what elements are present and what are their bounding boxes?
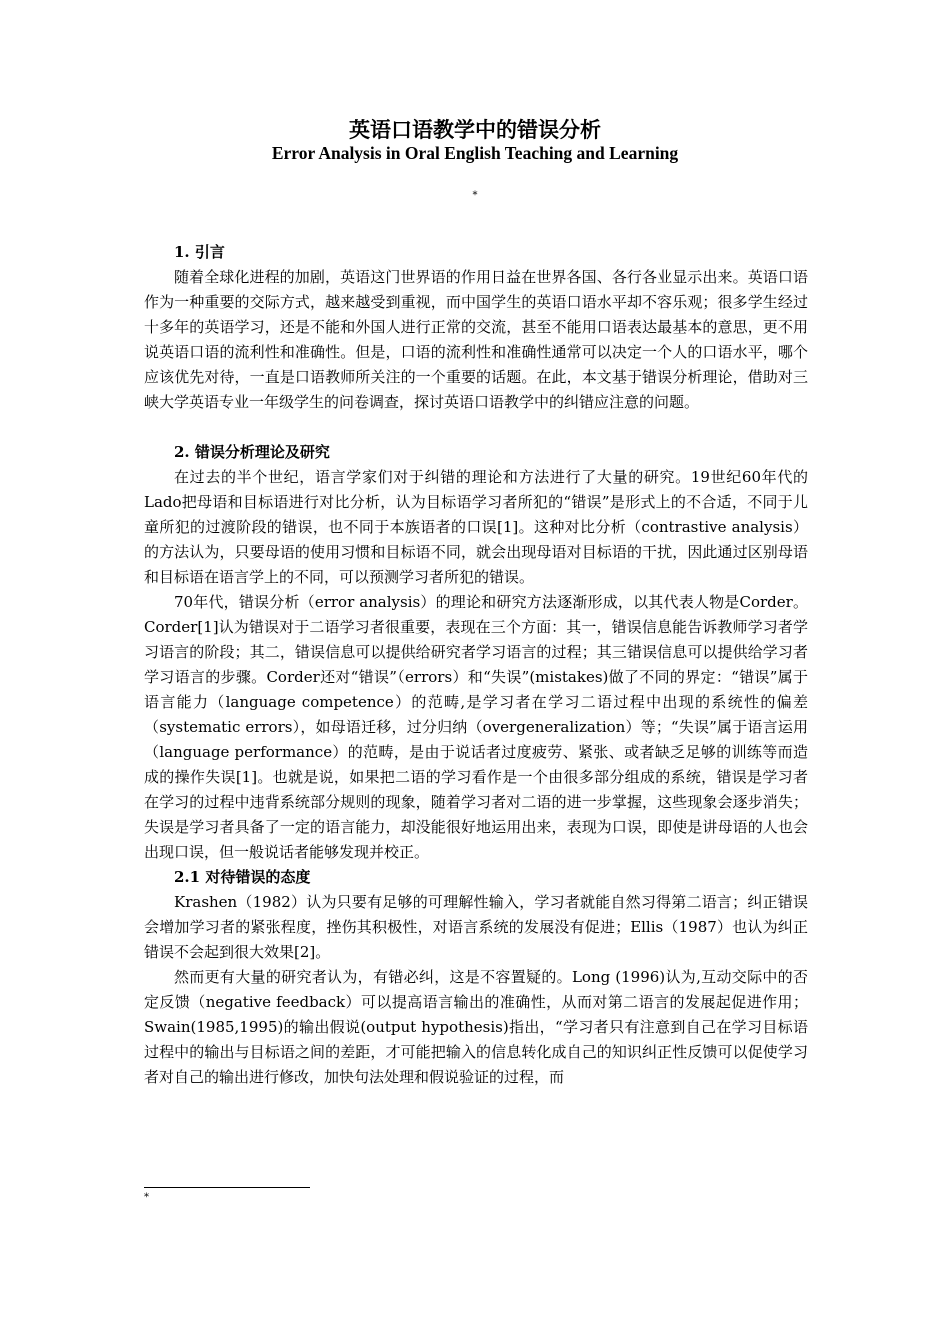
paragraph-attitude-1: Krashen（1982）认为只要有足够的可理解性输入，学习者就能自然习得第二语言；纠正错误会增加学习者的紧张程度，挫伤其积极性，对语言系统的发展没有促进；Ellis（1987）也认为纠正错误不会起到很大效果[2]。 bbox=[144, 893, 808, 961]
footnote-divider bbox=[144, 1187, 310, 1188]
subsection-heading-attitude: 2.1 对待错误的态度 bbox=[174, 868, 311, 886]
section-heading-intro: 1. 引言 bbox=[174, 243, 225, 261]
paragraph-theory-1: 在过去的半个世纪，语言学家们对于纠错的理论和方法进行了大量的研究。19世纪60年代的Lado把母语和目标语进行对比分析，认为目标语学习者所犯的“错误”是形式上的不合适，不同于儿童所犯的过渡阶段的错误，也不同于本族语者的口误[1]。这种对比分析（contrastive analysis）的方法认为，只要母语的使用习惯和目标语不同，就会出现母语对目标语的干扰，因此通过区别母语和目标语在语言学上的不同，可以预测学习者所犯的错误。 bbox=[144, 468, 808, 586]
author-footnote-mark: * bbox=[472, 190, 478, 201]
title-english: Error Analysis in Oral English Teaching and Learning bbox=[271, 143, 679, 163]
footnote-mark: * bbox=[144, 1192, 149, 1203]
paragraph-intro: 随着全球化进程的加剧，英语这门世界语的作用日益在世界各国、各行各业显示出来。英语口语作为一种重要的交际方式，越来越受到重视，而中国学生的英语口语水平却不容乐观；很多学生经过十多年的英语学习，还是不能和外国人进行正常的交流，甚至不能用口语表达最基本的意思，更不用说英语口语的流利性和准确性。但是，口语的流利性和准确性通常可以决定一个人的口语水平，哪个应该优先对待，一直是口语教师所关注的一个重要的话题。在此，本文基于错误分析理论，借助对三峡大学英语专业一年级学生的问卷调查，探讨英语口语教学中的纠错应注意的问题。 bbox=[144, 268, 808, 411]
paragraph-theory-2: 70年代，错误分析（error analysis）的理论和研究方法逐渐形成，以其代表人物是Corder。Corder[1]认为错误对于二语学习者很重要，表现在三个方面：其一，错误信息能告诉教师学习者学习语言的阶段；其二，错误信息可以提供给研究者学习语言的过程；其三错误信息可以提供给学习者学习语言的步骤。Corder还对“错误”（errors）和“失误”(mistakes)做了不同的界定：“错误”属于语言能力（language competence）的范畴,是学习者在学习二语过程中出现的系统性的偏差（systematic errors），如母语迁移，过分归纳（overgeneralization）等；“失误”属于语言运用（language performance）的范畴，是由于说话者过度疲劳、紧张、或者缺乏足够的训练等而造成的操作失误[1]。也就是说，如果把二语的学习看作是一个由很多部分组成的系统，错误是学习者在学习的过程中违背系统部分规则的现象，随着学习者对二语的进一步掌握，这些现象会逐步消失；失误是学习者具备了一定的语言能力，却没能很好地运用出来，表现为口误，即使是讲母语的人也会出现口误，但一般说话者能够发现并校正。 bbox=[144, 593, 808, 861]
body-text bbox=[144, 240, 808, 1090]
paragraph-attitude-2: 然而更有大量的研究者认为，有错必纠，这是不容置疑的。Long (1996)认为,互动交际中的否定反馈（negative feedback）可以提高语言输出的准确性，从而对第二语言的发展起促进作用；Swain(1985,1995)的输出假说(output hypothesis)指出，“学习者只有注意到自己在学习目标语过程中的输出与目标语之间的差距，才可能把输入的信息转化成自己的知识纠正性反馈可以促使学习者对自己的输出进行修改，加快句法处理和假说验证的过程，而 bbox=[144, 968, 808, 1086]
title-chinese: 英语口语教学中的错误分析 bbox=[349, 117, 601, 142]
section-heading-theory: 2. 错误分析理论及研究 bbox=[174, 443, 330, 461]
